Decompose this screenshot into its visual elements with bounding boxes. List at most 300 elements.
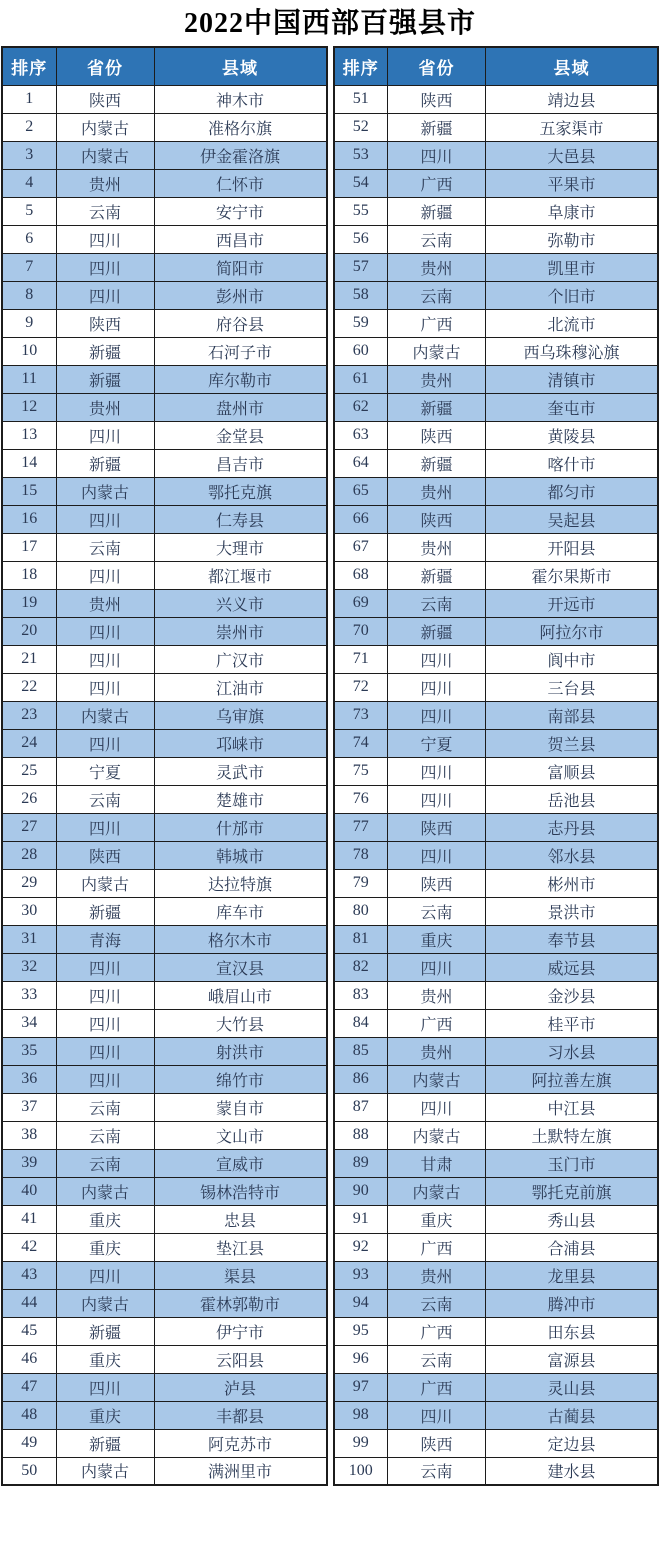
rank-cell: 22 [2,673,56,701]
county-cell: 仁怀市 [154,169,327,197]
rank-cell: 57 [334,253,388,281]
province-cell: 陕西 [56,85,154,113]
county-cell: 忠县 [154,1205,327,1233]
rank-cell: 45 [2,1317,56,1345]
rank-cell: 60 [334,337,388,365]
rank-cell: 62 [334,393,388,421]
county-cell: 都江堰市 [154,561,327,589]
table-row [334,141,659,169]
rank-cell: 70 [334,617,388,645]
rank-cell: 39 [2,1149,56,1177]
rank-cell: 63 [334,421,388,449]
table-row [334,505,659,533]
province-cell: 广西 [388,1317,486,1345]
province-cell: 四川 [388,785,486,813]
county-cell: 锡林浩特市 [154,1177,327,1205]
county-cell: 泸县 [154,1373,327,1401]
table-row [334,477,659,505]
table-row [2,701,327,729]
province-cell: 陕西 [388,869,486,897]
header-row [334,47,659,85]
rank-cell: 43 [2,1261,56,1289]
rank-cell: 41 [2,1205,56,1233]
tables-container [0,46,660,1486]
table-row [2,309,327,337]
rank-cell: 31 [2,925,56,953]
column-header-county: 县域 [486,47,659,85]
rank-cell: 18 [2,561,56,589]
table-row [2,869,327,897]
rank-cell: 97 [334,1373,388,1401]
rank-cell: 53 [334,141,388,169]
table-row [334,1401,659,1429]
county-cell: 安宁市 [154,197,327,225]
province-cell: 四川 [388,1401,486,1429]
rank-cell: 99 [334,1429,388,1457]
table-row [2,1009,327,1037]
table-row [2,1429,327,1457]
table-row [2,1401,327,1429]
province-cell: 新疆 [388,617,486,645]
table-row [334,757,659,785]
county-cell: 阜康市 [486,197,659,225]
province-cell: 贵州 [388,981,486,1009]
county-cell: 靖边县 [486,85,659,113]
county-cell: 田东县 [486,1317,659,1345]
rank-cell: 79 [334,869,388,897]
rank-cell: 24 [2,729,56,757]
table-row [2,477,327,505]
rank-cell: 98 [334,1401,388,1429]
county-cell: 绵竹市 [154,1065,327,1093]
province-cell: 四川 [56,729,154,757]
province-cell: 四川 [388,645,486,673]
rank-cell: 36 [2,1065,56,1093]
province-cell: 云南 [388,897,486,925]
rank-cell: 73 [334,701,388,729]
rank-cell: 25 [2,757,56,785]
county-cell: 景洪市 [486,897,659,925]
rank-cell: 48 [2,1401,56,1429]
county-cell: 习水县 [486,1037,659,1065]
province-cell: 四川 [56,561,154,589]
rank-cell: 23 [2,701,56,729]
county-cell: 大邑县 [486,141,659,169]
rank-cell: 87 [334,1093,388,1121]
table-row [2,617,327,645]
province-cell: 新疆 [388,393,486,421]
table-row [334,1205,659,1233]
table-row [334,729,659,757]
rank-cell: 9 [2,309,56,337]
county-cell: 阿拉尔市 [486,617,659,645]
province-cell: 贵州 [56,393,154,421]
table-row [2,281,327,309]
table-row [334,1373,659,1401]
county-cell: 达拉特旗 [154,869,327,897]
rank-cell: 82 [334,953,388,981]
county-cell: 广汉市 [154,645,327,673]
province-cell: 青海 [56,925,154,953]
county-cell: 腾冲市 [486,1289,659,1317]
county-cell: 南部县 [486,701,659,729]
table-row [334,1009,659,1037]
county-cell: 神木市 [154,85,327,113]
province-cell: 新疆 [56,337,154,365]
province-cell: 四川 [388,757,486,785]
county-cell: 鄂托克前旗 [486,1177,659,1205]
table-row [334,1289,659,1317]
province-cell: 云南 [56,197,154,225]
rank-cell: 38 [2,1121,56,1149]
province-cell: 云南 [388,1345,486,1373]
table-row [2,1037,327,1065]
county-cell: 楚雄市 [154,785,327,813]
table-row [334,1093,659,1121]
table-row [334,1177,659,1205]
table-row [334,421,659,449]
province-cell: 广西 [388,1373,486,1401]
county-cell: 宣汉县 [154,953,327,981]
province-cell: 陕西 [56,309,154,337]
province-cell: 重庆 [56,1233,154,1261]
province-cell: 云南 [388,1289,486,1317]
column-header-rank: 排序 [334,47,388,85]
rank-cell: 29 [2,869,56,897]
county-cell: 云阳县 [154,1345,327,1373]
rank-table-right [333,46,660,1486]
rank-cell: 1 [2,85,56,113]
rank-cell: 68 [334,561,388,589]
rank-cell: 72 [334,673,388,701]
county-cell: 大竹县 [154,1009,327,1037]
table-row [2,729,327,757]
rank-cell: 40 [2,1177,56,1205]
county-cell: 兴义市 [154,589,327,617]
rank-cell: 65 [334,477,388,505]
province-cell: 云南 [56,785,154,813]
rank-cell: 15 [2,477,56,505]
province-cell: 四川 [388,1093,486,1121]
county-cell: 库尔勒市 [154,365,327,393]
table-row [2,1121,327,1149]
table-row [334,1121,659,1149]
province-cell: 贵州 [388,365,486,393]
county-cell: 仁寿县 [154,505,327,533]
table-row [334,1065,659,1093]
rank-cell: 69 [334,589,388,617]
table-row [334,1149,659,1177]
province-cell: 四川 [56,953,154,981]
rank-cell: 93 [334,1261,388,1289]
county-cell: 贺兰县 [486,729,659,757]
province-cell: 内蒙古 [388,1065,486,1093]
county-cell: 盘州市 [154,393,327,421]
table-row [2,393,327,421]
province-cell: 四川 [56,645,154,673]
table-row [2,225,327,253]
county-cell: 奎屯市 [486,393,659,421]
county-cell: 垫江县 [154,1233,327,1261]
table-row [2,1373,327,1401]
rank-cell: 90 [334,1177,388,1205]
rank-cell: 7 [2,253,56,281]
county-cell: 石河子市 [154,337,327,365]
rank-cell: 33 [2,981,56,1009]
county-cell: 府谷县 [154,309,327,337]
county-cell: 龙里县 [486,1261,659,1289]
county-cell: 凯里市 [486,253,659,281]
rank-cell: 76 [334,785,388,813]
province-cell: 陕西 [388,85,486,113]
province-cell: 陕西 [56,841,154,869]
county-cell: 三台县 [486,673,659,701]
province-cell: 云南 [388,589,486,617]
rank-table-left-body [2,85,327,1485]
county-cell: 射洪市 [154,1037,327,1065]
rank-cell: 59 [334,309,388,337]
table-row [334,1317,659,1345]
county-cell: 蒙自市 [154,1093,327,1121]
county-cell: 开远市 [486,589,659,617]
county-cell: 大理市 [154,533,327,561]
province-cell: 重庆 [56,1205,154,1233]
rank-cell: 54 [334,169,388,197]
table-row [2,337,327,365]
rank-cell: 46 [2,1345,56,1373]
rank-cell: 30 [2,897,56,925]
table-row [2,897,327,925]
rank-cell: 34 [2,1009,56,1037]
table-row [2,673,327,701]
rank-cell: 47 [2,1373,56,1401]
table-row [334,1429,659,1457]
county-cell: 五家渠市 [486,113,659,141]
province-cell: 四川 [56,225,154,253]
table-row [2,141,327,169]
table-row [334,953,659,981]
table-row [2,533,327,561]
rank-table-left [1,46,328,1486]
rank-cell: 89 [334,1149,388,1177]
province-cell: 贵州 [388,253,486,281]
rank-cell: 61 [334,365,388,393]
county-cell: 渠县 [154,1261,327,1289]
province-cell: 四川 [388,953,486,981]
table-row [2,365,327,393]
province-cell: 四川 [56,1261,154,1289]
table-row [334,309,659,337]
table-row [2,561,327,589]
county-cell: 富顺县 [486,757,659,785]
province-cell: 四川 [56,813,154,841]
county-cell: 简阳市 [154,253,327,281]
rank-cell: 6 [2,225,56,253]
rank-cell: 16 [2,505,56,533]
province-cell: 新疆 [388,449,486,477]
county-cell: 准格尔旗 [154,113,327,141]
table-row [2,1177,327,1205]
rank-cell: 58 [334,281,388,309]
province-cell: 四川 [56,253,154,281]
county-cell: 邛崃市 [154,729,327,757]
county-cell: 中江县 [486,1093,659,1121]
table-row [2,505,327,533]
table-row [2,1205,327,1233]
province-cell: 云南 [388,281,486,309]
county-cell: 伊宁市 [154,1317,327,1345]
table-row [334,645,659,673]
county-cell: 霍尔果斯市 [486,561,659,589]
table-row [334,981,659,1009]
rank-cell: 27 [2,813,56,841]
county-cell: 威远县 [486,953,659,981]
table-row [334,1037,659,1065]
rank-cell: 10 [2,337,56,365]
county-cell: 文山市 [154,1121,327,1149]
county-cell: 彭州市 [154,281,327,309]
table-row [334,533,659,561]
rank-cell: 35 [2,1037,56,1065]
county-cell: 阿克苏市 [154,1429,327,1457]
table-row [2,589,327,617]
county-cell: 灵山县 [486,1373,659,1401]
province-cell: 重庆 [56,1401,154,1429]
table-row [334,281,659,309]
table-row [334,813,659,841]
rank-cell: 13 [2,421,56,449]
county-cell: 格尔木市 [154,925,327,953]
table-row [2,757,327,785]
rank-cell: 56 [334,225,388,253]
province-cell: 内蒙古 [388,337,486,365]
province-cell: 四川 [56,1037,154,1065]
table-row [2,953,327,981]
county-cell: 峨眉山市 [154,981,327,1009]
table-row [334,1233,659,1261]
rank-cell: 51 [334,85,388,113]
table-row [334,365,659,393]
county-cell: 弥勒市 [486,225,659,253]
table-row [2,841,327,869]
province-cell: 内蒙古 [56,1177,154,1205]
county-cell: 昌吉市 [154,449,327,477]
county-cell: 阆中市 [486,645,659,673]
rank-cell: 80 [334,897,388,925]
province-cell: 云南 [56,533,154,561]
county-cell: 都匀市 [486,477,659,505]
table-row [2,113,327,141]
rank-table-right-body [334,85,659,1485]
province-cell: 四川 [56,617,154,645]
county-cell: 库车市 [154,897,327,925]
province-cell: 新疆 [56,1317,154,1345]
column-header-province: 省份 [388,47,486,85]
county-cell: 开阳县 [486,533,659,561]
province-cell: 贵州 [56,589,154,617]
rank-cell: 50 [2,1457,56,1485]
county-cell: 平果市 [486,169,659,197]
county-cell: 古蔺县 [486,1401,659,1429]
rank-cell: 14 [2,449,56,477]
table-row [334,113,659,141]
rank-cell: 5 [2,197,56,225]
rank-cell: 55 [334,197,388,225]
table-row [2,449,327,477]
table-row [334,617,659,645]
province-cell: 宁夏 [388,729,486,757]
county-cell: 灵武市 [154,757,327,785]
table-row [2,785,327,813]
table-row [2,1093,327,1121]
column-header-province: 省份 [56,47,154,85]
province-cell: 贵州 [56,169,154,197]
rank-cell: 96 [334,1345,388,1373]
header-row [2,47,327,85]
column-header-rank: 排序 [2,47,56,85]
rank-cell: 21 [2,645,56,673]
province-cell: 云南 [56,1149,154,1177]
province-cell: 贵州 [388,1261,486,1289]
rank-cell: 49 [2,1429,56,1457]
rank-cell: 100 [334,1457,388,1485]
province-cell: 重庆 [388,925,486,953]
province-cell: 新疆 [388,561,486,589]
province-cell: 四川 [56,673,154,701]
province-cell: 新疆 [56,1429,154,1457]
table-row [334,197,659,225]
county-cell: 鄂托克旗 [154,477,327,505]
province-cell: 陕西 [388,505,486,533]
rank-table-left-header [2,47,327,85]
province-cell: 云南 [56,1121,154,1149]
rank-cell: 26 [2,785,56,813]
rank-cell: 20 [2,617,56,645]
table-row [2,813,327,841]
county-cell: 霍林郭勒市 [154,1289,327,1317]
county-cell: 西乌珠穆沁旗 [486,337,659,365]
province-cell: 广西 [388,309,486,337]
county-cell: 宣威市 [154,1149,327,1177]
table-row [334,841,659,869]
province-cell: 内蒙古 [388,1177,486,1205]
page-title: 2022中国西部百强县市 [183,8,476,39]
table-row [2,645,327,673]
table-row [334,561,659,589]
county-cell: 崇州市 [154,617,327,645]
province-cell: 宁夏 [56,757,154,785]
county-cell: 北流市 [486,309,659,337]
column-header-county: 县域 [154,47,327,85]
rank-cell: 92 [334,1233,388,1261]
rank-cell: 28 [2,841,56,869]
province-cell: 四川 [56,1065,154,1093]
county-cell: 什邡市 [154,813,327,841]
rank-cell: 8 [2,281,56,309]
rank-cell: 86 [334,1065,388,1093]
province-cell: 新疆 [56,449,154,477]
table-row [334,449,659,477]
province-cell: 新疆 [388,197,486,225]
rank-cell: 3 [2,141,56,169]
rank-cell: 19 [2,589,56,617]
county-cell: 丰都县 [154,1401,327,1429]
table-row [2,421,327,449]
rank-cell: 95 [334,1317,388,1345]
table-row [334,673,659,701]
county-cell: 秀山县 [486,1205,659,1233]
county-cell: 阿拉善左旗 [486,1065,659,1093]
